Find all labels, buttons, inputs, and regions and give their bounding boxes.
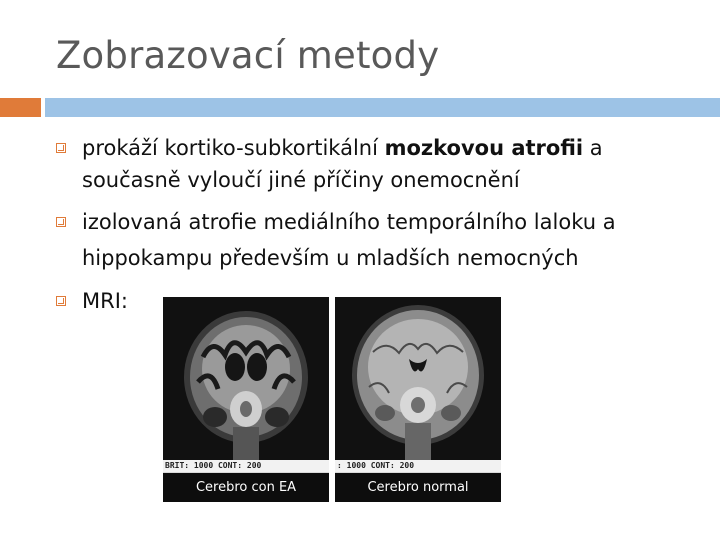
title-accent-bar bbox=[0, 98, 44, 117]
scan-info-strip: BRIT: 1000 CONT: 200 bbox=[163, 460, 329, 472]
bullet-3-line-1: MRI: bbox=[82, 289, 128, 313]
square-bullet-icon bbox=[56, 143, 66, 153]
scan-caption: Cerebro normal bbox=[335, 473, 501, 502]
title-bar-gap bbox=[41, 98, 45, 117]
bullet-2-line-2: hippokampu především u mladších nemocných bbox=[82, 246, 579, 270]
bullet-2-line-1: izolovaná atrofie mediálního temporálního laloku a bbox=[82, 210, 616, 234]
scan-caption: Cerebro con EA bbox=[163, 473, 329, 502]
bullet-1-line-2: současně vyloučí jiné příčiny onemocnění bbox=[82, 168, 520, 192]
square-bullet-icon bbox=[56, 217, 66, 227]
square-bullet-icon bbox=[56, 296, 66, 306]
title-rule bbox=[44, 98, 720, 117]
bullet-1-emphasis: mozkovou atrofii bbox=[384, 136, 584, 160]
scan-info-strip: : 1000 CONT: 200 bbox=[335, 460, 501, 472]
mri-scan-alzheimer bbox=[163, 297, 329, 502]
mri-scan-normal bbox=[335, 297, 501, 502]
bullet-1-line-1: prokáží kortiko-subkortikální mozkovou atrofii a bbox=[82, 136, 603, 160]
slide-title: Zobrazovací metody bbox=[56, 34, 440, 77]
